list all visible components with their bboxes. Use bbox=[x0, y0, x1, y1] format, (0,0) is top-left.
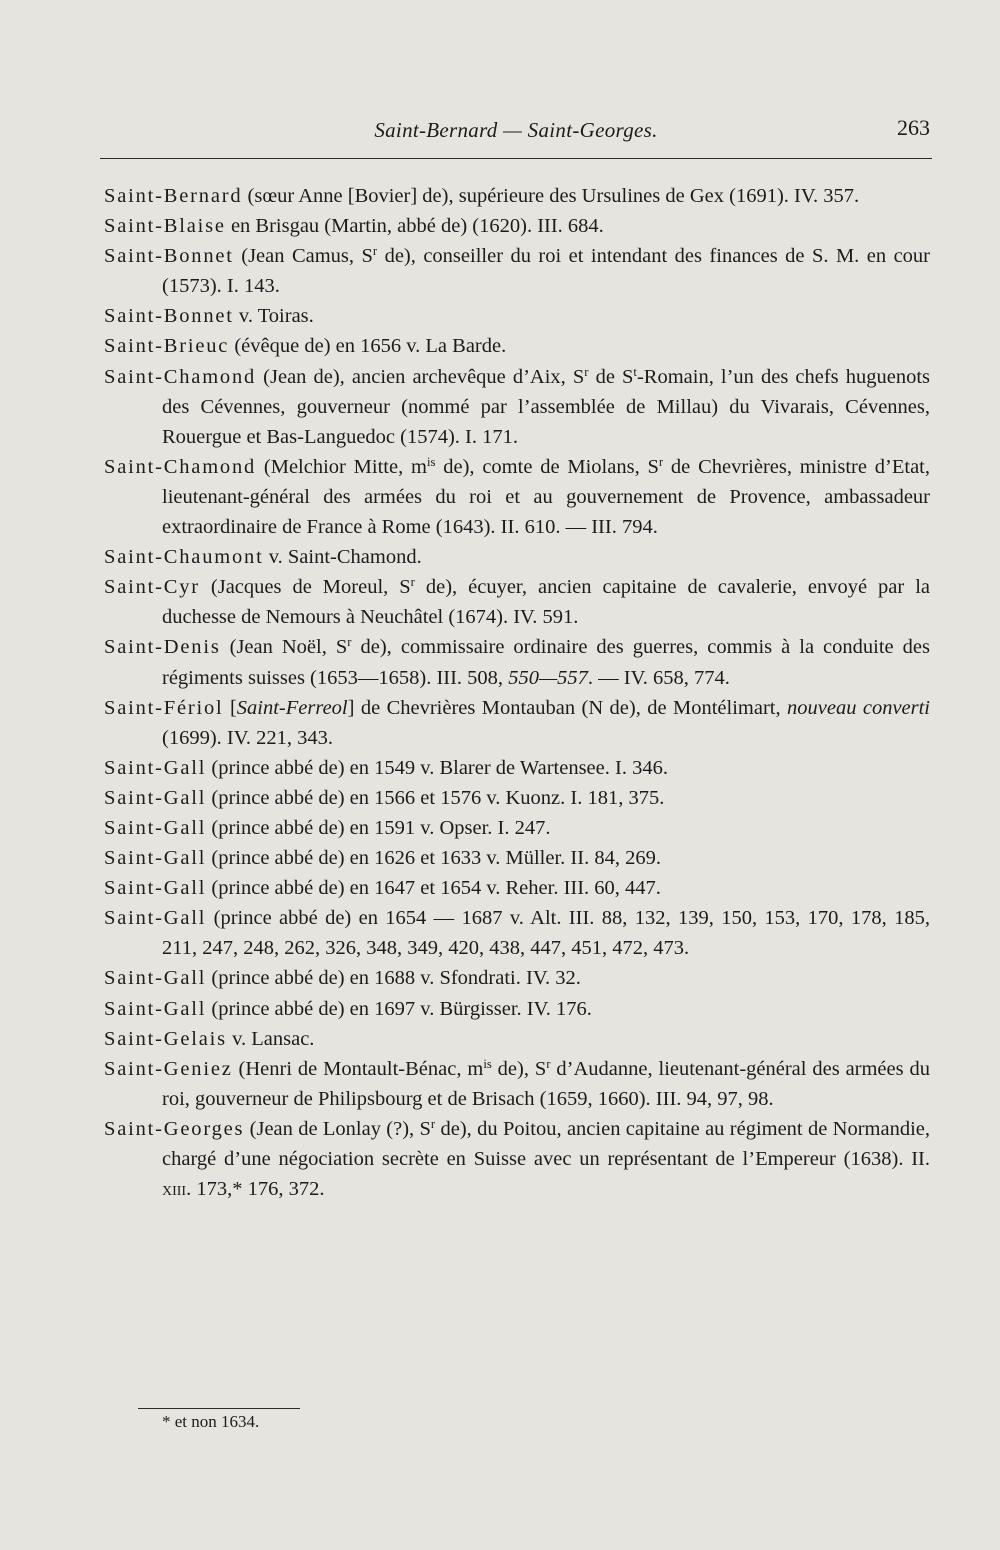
entry-text: de), commissaire ordinaire des guerres, commis à la conduite des régiments suisses (1653—1658). III. 508, bbox=[162, 636, 930, 689]
entry-text: de), S bbox=[491, 1057, 547, 1080]
entry-text: (prince abbé de) en 1626 et 1633 v. Müller. II. 84, 269. bbox=[206, 847, 661, 870]
index-entry bbox=[104, 693, 930, 753]
index-entry bbox=[104, 1114, 930, 1205]
entry-headword: Saint-Gall bbox=[104, 997, 207, 1020]
entry-text: (sœur Anne [Bovier] de), supérieure des Ursulines de Gex (1691). IV. 357. bbox=[242, 185, 860, 207]
entry-text: de), écuyer, ancien capitaine de cavalerie, envoyé par la duchesse de Nemours à Neuchâtel (1674). IV. 591. bbox=[162, 576, 930, 629]
entry-text: (prince abbé de) en 1688 v. Sfondrati. IV. 32. bbox=[206, 967, 581, 990]
index-entry bbox=[104, 994, 930, 1024]
entry-text: (prince abbé de) en 1697 v. Bürgisser. IV. 176. bbox=[206, 997, 592, 1020]
entry-text: de), conseiller du roi et intendant des finances de S. M. en cour (1573). I. 143. bbox=[162, 245, 930, 298]
entry-text: (1699). IV. 221, 343. bbox=[162, 726, 334, 749]
running-title: Saint-Bernard — Saint-Georges. bbox=[374, 118, 658, 142]
index-entry bbox=[104, 813, 930, 843]
index-entry bbox=[104, 452, 930, 542]
entry-superscript: r bbox=[347, 635, 352, 650]
index-entry bbox=[104, 963, 930, 993]
index-entry bbox=[104, 572, 930, 632]
entry-text: (Jacques de Moreul, S bbox=[199, 576, 411, 599]
entry-text: (Jean Camus, S bbox=[233, 245, 373, 268]
entry-text: [ bbox=[223, 696, 237, 719]
entry-headword: Saint-Gall bbox=[104, 816, 207, 839]
entry-text: (Jean Noël, S bbox=[220, 636, 348, 659]
entry-headword: Saint-Chamond bbox=[104, 365, 257, 388]
entry-headword: Saint-Gall bbox=[104, 847, 207, 870]
entry-headword: Saint-Georges bbox=[104, 1117, 245, 1140]
entry-smallcaps: xiii bbox=[162, 1179, 187, 1201]
entry-headword: Saint-Brieuc bbox=[104, 335, 230, 358]
entry-superscript: r bbox=[546, 1056, 551, 1071]
entry-headword: Saint-Gall bbox=[104, 907, 207, 930]
entry-text: . — IV. 658, 774. bbox=[587, 666, 730, 689]
index-entry bbox=[104, 753, 930, 783]
index-entry bbox=[104, 1024, 930, 1054]
entry-text: (prince abbé de) en 1591 v. Opser. I. 247. bbox=[206, 816, 551, 839]
index-entry bbox=[104, 542, 930, 572]
index-entries bbox=[104, 181, 930, 1205]
entry-headword: Saint-Blaise bbox=[104, 215, 226, 238]
index-entry bbox=[104, 301, 930, 331]
entry-italic: nouveau converti bbox=[787, 696, 931, 719]
entry-superscript: is bbox=[483, 1056, 492, 1071]
index-entry bbox=[104, 181, 930, 211]
page-number: 263 bbox=[897, 115, 930, 140]
entry-text: (Melchior Mitte, m bbox=[256, 455, 427, 478]
entry-text: de), du Poitou, ancien capitaine au régiment de Normandie, chargé d’une négociation secrète en Suisse avec un représentant de l’Empereur (1638). II. bbox=[162, 1117, 930, 1170]
index-entry bbox=[104, 873, 930, 903]
entry-headword: Saint-Bernard bbox=[104, 185, 243, 207]
index-entry bbox=[104, 211, 930, 241]
entry-text: v. Lansac. bbox=[226, 1027, 315, 1050]
entry-text: -Romain, l’un des chefs huguenots des Cévennes, gouverneur (nommé par l’assemblée de Millau) du Vivarais, Cévennes, Rouergue et Bas-Languedoc (1574). I. 171. bbox=[162, 365, 930, 448]
entry-text: de), comte de Miolans, S bbox=[435, 455, 659, 478]
entry-headword: Saint-Gall bbox=[104, 756, 207, 779]
index-entry bbox=[104, 843, 930, 873]
index-entry bbox=[104, 632, 930, 692]
index-entry bbox=[104, 1054, 930, 1114]
entry-text: (prince abbé de) en 1654 — 1687 v. Alt. III. 88, 132, 139, 150, 153, 170, 178, 185, 211, 247, 248, 262, 326, 348, 349, 420, 438, 447, 451, 472, 473. bbox=[162, 907, 930, 960]
entry-text: (prince abbé de) en 1566 et 1576 v. Kuonz. I. 181, 375. bbox=[206, 786, 665, 809]
entry-text: de Chevrières, ministre d’Etat, lieutenant-général des armées du roi et au gouvernement de Provence, ambassadeur extraordinaire de France à Rome (1643). II. 610. — III. 794. bbox=[162, 455, 930, 539]
entry-text: ] de Chevrières Montauban (N de), de Montélimart, bbox=[347, 696, 787, 719]
entry-text: (Jean de), ancien archevêque d’Aix, S bbox=[256, 365, 585, 388]
entry-text: (prince abbé de) en 1549 v. Blarer de Wartensee. I. 346. bbox=[206, 756, 668, 779]
entry-headword: Saint-Chaumont bbox=[104, 546, 264, 569]
entry-headword: Saint-Cyr bbox=[104, 576, 200, 599]
entry-superscript: t bbox=[633, 364, 637, 379]
entry-text: (Henri de Montault-Bénac, m bbox=[232, 1057, 484, 1080]
page-header bbox=[100, 116, 932, 162]
entry-text: (Jean de Lonlay (?), S bbox=[244, 1117, 431, 1140]
entry-headword: Saint-Gall bbox=[104, 786, 207, 809]
entry-text: v. Saint-Chamond. bbox=[263, 546, 422, 569]
index-entry bbox=[104, 362, 930, 452]
entry-superscript: r bbox=[658, 454, 664, 469]
entry-text: (prince abbé de) en 1647 et 1654 v. Reher. III. 60, 447. bbox=[206, 877, 661, 900]
entry-headword: Saint-Chamond bbox=[104, 455, 257, 478]
entry-superscript: r bbox=[372, 244, 378, 259]
entry-text: en Brisgau (Martin, abbé de) (1620). III. 684. bbox=[225, 215, 604, 238]
entry-headword: Saint-Bonnet bbox=[104, 305, 234, 328]
entry-headword: Saint-Gall bbox=[104, 877, 207, 900]
entry-headword: Saint-Gall bbox=[104, 967, 207, 990]
entry-text: v. Toiras. bbox=[233, 305, 314, 328]
entry-headword: Saint-Geniez bbox=[104, 1057, 233, 1080]
index-entry bbox=[104, 783, 930, 813]
entry-superscript: r bbox=[430, 1116, 436, 1131]
entry-headword: Saint-Gelais bbox=[104, 1027, 227, 1050]
entry-text: . 173,* 176, 372. bbox=[186, 1178, 325, 1201]
footnote-rule bbox=[138, 1408, 300, 1409]
entry-text: d’Audanne, lieutenant-général des armées du roi, gouverneur de Philipsbourg et de Brisach (1659, 1660). III. 94, 97, 98. bbox=[162, 1057, 930, 1110]
header-rule bbox=[100, 158, 932, 159]
entry-italic: Saint-Ferreol bbox=[236, 696, 348, 719]
entry-text: (évêque de) en 1656 v. La Barde. bbox=[229, 335, 507, 358]
entry-headword: Saint-Bonnet bbox=[104, 245, 234, 268]
entry-text: de S bbox=[588, 365, 634, 388]
index-entry bbox=[104, 331, 930, 361]
entry-superscript: r bbox=[584, 364, 589, 379]
entry-superscript: is bbox=[426, 454, 436, 469]
footnote: * et non 1634. bbox=[162, 1412, 260, 1431]
entry-superscript: r bbox=[410, 575, 415, 590]
index-entry bbox=[104, 241, 930, 301]
entry-italic: 550—557 bbox=[508, 666, 588, 689]
entry-headword: Saint-Denis bbox=[104, 636, 221, 659]
entry-headword: Saint-Fériol bbox=[104, 696, 224, 719]
index-entry bbox=[104, 903, 930, 963]
